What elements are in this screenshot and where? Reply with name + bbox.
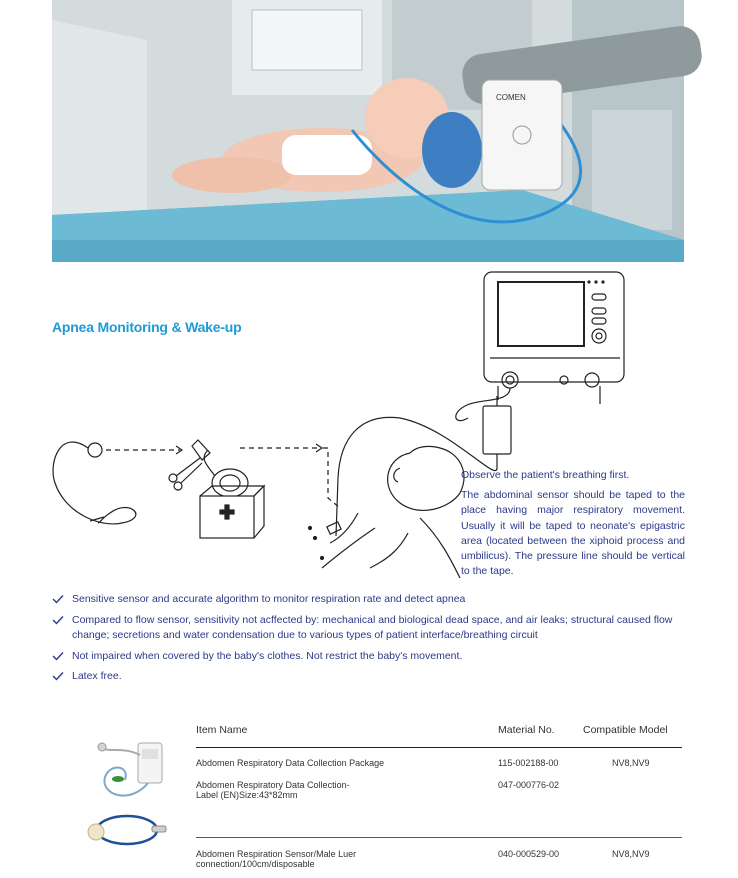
feature-item (52, 592, 692, 608)
cell-item-name-cont: Label (EN)Size:43*82mm (196, 790, 298, 800)
device-brand-label: COMEN (496, 93, 526, 102)
check-icon (52, 615, 64, 625)
header-item-name: Item Name (196, 724, 248, 736)
table-header (196, 718, 682, 748)
instruction-step-1: Observe the patient's breathing first. (461, 469, 630, 481)
instruction-step-2: The abdominal sensor should be taped to the place having major respiratory movement. Usually it will be taped to neonate's epigastric area (located between the xiphoid process and umbilicus). The pressure line should be vertical to the tape. (461, 489, 685, 578)
feature-list (52, 592, 692, 690)
incubator-illustration (52, 0, 684, 262)
feature-item (52, 669, 692, 685)
cell-item-name: Abdomen Respiratory Data Collection- (196, 780, 350, 790)
header-material-no: Material No. (498, 724, 555, 736)
feature-item (52, 613, 692, 644)
monitor-device (484, 272, 624, 404)
feature-text: Latex free. (72, 670, 122, 682)
feature-item (52, 649, 692, 665)
feature-text: Compared to flow sensor, sensitivity not acffected by: mechanical and biological dead space, and air leaks; structural caused flow change; secretions and water condensation due to various types of patient interface/breathing circuit (72, 613, 673, 641)
cell-material-no: 047-000776-02 (498, 780, 560, 790)
cell-item-name: Abdomen Respiratory Data Collection Package (196, 758, 385, 768)
cell-compatible-model: NV8,NV9 (612, 758, 650, 768)
cell-material-no: 115-002188-00 (498, 758, 559, 768)
hero-photo (52, 0, 684, 262)
section-title: Apnea Monitoring & Wake-up (52, 319, 242, 335)
cell-material-no: 040-000529-00 (498, 849, 560, 859)
feature-text: Not impaired when covered by the baby's clothes. Not restrict the baby's movement. (72, 649, 463, 662)
cell-item-name: Abdomen Respiration Sensor/Male Luer (196, 849, 357, 859)
sensor-product-image (82, 810, 172, 852)
check-icon (52, 671, 64, 681)
package-product-image (90, 735, 170, 805)
table-row (196, 748, 682, 838)
feature-text: Sensitive sensor and accurate algorithm to monitor respiration rate and detect apnea (72, 593, 466, 605)
check-icon (52, 651, 64, 661)
cell-compatible-model: NV8,NV9 (612, 849, 650, 859)
check-icon (52, 594, 64, 604)
header-compatible-model: Compatible Model (583, 724, 668, 736)
product-table (196, 718, 682, 878)
table-row (196, 838, 682, 878)
cell-item-name-cont: connection/100cm/disposable (196, 859, 315, 869)
placement-instructions (461, 468, 685, 584)
